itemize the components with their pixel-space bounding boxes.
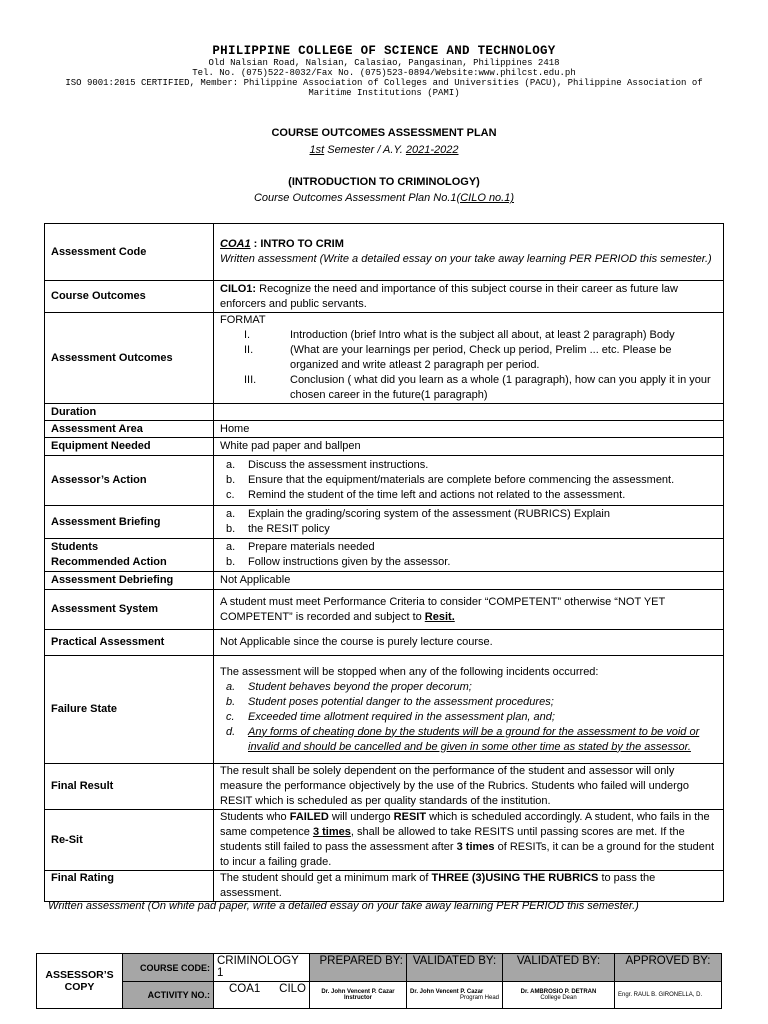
value-resit bbox=[214, 810, 724, 871]
list-marker: II. bbox=[244, 344, 254, 356]
list-marker: b. bbox=[226, 695, 236, 708]
list-marker: d. bbox=[226, 725, 236, 738]
prepared-name: Dr. John Vencent P. Cazar bbox=[321, 989, 395, 995]
course-title: (INTRODUCTION TO CRIMINOLOGY) bbox=[288, 176, 480, 188]
value-final-result: The result shall be solely dependent on the performance of the student and assessor will only measure the performance objectively by the use of the Rubrics. Students who failed will undergo RESIT which is scheduled as per quality standards of the institution. bbox=[214, 764, 724, 810]
label-final-result: Final Result bbox=[45, 764, 214, 810]
course-code-value: CRIMINOLOGY 1 bbox=[214, 954, 310, 982]
row-equipment bbox=[45, 438, 724, 456]
prepared-by-label: PREPARED BY: bbox=[310, 954, 407, 982]
row-failure-state bbox=[45, 656, 724, 764]
assessment-plan-table bbox=[44, 223, 724, 902]
list-text: Conclusion ( what did you learn as a whole (1 paragraph), how can you apply it in your chosen career in the future(1 paragraph) bbox=[290, 374, 711, 401]
academic-year: 2021-2022 bbox=[405, 144, 459, 156]
plan-title: COURSE OUTCOMES ASSESSMENT PLAN bbox=[271, 127, 497, 139]
validated-by-label-2: VALIDATED BY: bbox=[503, 954, 615, 982]
list-item bbox=[220, 458, 717, 473]
label-equipment: Equipment Needed bbox=[45, 438, 214, 456]
validated2-role: College Dean bbox=[540, 995, 577, 1001]
assessor-copy-box bbox=[36, 953, 722, 1009]
value-students-action bbox=[214, 539, 724, 572]
row-course-outcomes bbox=[45, 281, 724, 313]
value-assessment-outcomes bbox=[214, 313, 724, 404]
failure-list bbox=[220, 680, 717, 755]
briefing-list bbox=[220, 507, 717, 537]
school-name: PHILIPPINE COLLEGE OF SCIENCE AND TECHNOLOGY bbox=[212, 44, 556, 58]
semester-line bbox=[0, 144, 768, 156]
list-item bbox=[220, 710, 717, 725]
list-marker: b. bbox=[226, 523, 236, 535]
row-resit bbox=[45, 810, 724, 871]
validated1-role: Program Head bbox=[459, 995, 499, 1001]
prepared-role: Instructor bbox=[343, 995, 372, 1001]
assessment-code-title: : INTRO TO CRIM bbox=[250, 238, 344, 250]
assessors-action-list bbox=[220, 458, 717, 503]
value-assessors-action bbox=[214, 456, 724, 506]
row-assessment-area bbox=[45, 421, 724, 438]
value-assessment-area: Home bbox=[214, 421, 724, 438]
label-students-line2: Recommended Action bbox=[51, 556, 167, 568]
label-duration: Duration bbox=[45, 404, 214, 421]
list-text: Follow instructions given by the assessor. bbox=[248, 556, 451, 568]
list-marker: III. bbox=[244, 374, 257, 386]
final-rating-bold: THREE (3)USING THE RUBRICS bbox=[431, 872, 599, 884]
approved-signatory bbox=[615, 982, 722, 1009]
validated1-name: Dr. John Vencent P. Cazar bbox=[410, 989, 484, 995]
row-duration bbox=[45, 404, 724, 421]
resit-text-2: will undergo bbox=[328, 811, 394, 823]
format-heading: FORMAT bbox=[220, 314, 266, 326]
certification-line-2: Maritime Institutions (PAMI) bbox=[308, 88, 460, 98]
copy-row-2 bbox=[37, 982, 722, 1009]
list-text: Introduction (brief Intro what is the subject all about, at least 2 paragraph) Body bbox=[290, 329, 675, 341]
value-course-outcomes bbox=[214, 281, 724, 313]
list-item bbox=[220, 488, 717, 503]
list-item bbox=[220, 473, 717, 488]
course-code-label: COURSE CODE: bbox=[123, 954, 214, 982]
approved-by-label: APPROVED BY: bbox=[615, 954, 722, 982]
list-marker: a. bbox=[226, 508, 236, 520]
final-rating-text-2: to pass the assessment. bbox=[220, 872, 656, 899]
resit-link-text: Resit. bbox=[424, 610, 455, 623]
plan-number-cilo: (CILO no.1) bbox=[456, 192, 515, 204]
row-practical bbox=[45, 630, 724, 656]
resit-text-3: which is scheduled accordingly. A student, who fails in the same competence bbox=[220, 811, 710, 838]
prepared-signatory bbox=[310, 982, 407, 1009]
approved-name: Engr. RAUL B. GIRONELLA, D. bbox=[618, 992, 703, 998]
plan-number-prefix: Course Outcomes Assessment Plan No.1 bbox=[253, 192, 457, 204]
value-debriefing: Not Applicable bbox=[214, 572, 724, 590]
list-marker: b. bbox=[226, 474, 236, 486]
list-text: Any forms of cheating done by the students will be a ground for the assessment to be void or invalid and should be cancelled and be given in some other time as stated by the assessor. bbox=[248, 725, 700, 753]
value-final-rating bbox=[214, 871, 724, 902]
row-assessors-action bbox=[45, 456, 724, 506]
semester-mid: Semester / A.Y. bbox=[324, 144, 406, 156]
list-text: Remind the student of the time left and actions not related to the assessment. bbox=[248, 489, 626, 501]
list-text: Exceeded time allotment required in the assessment plan, and; bbox=[248, 710, 555, 723]
row-final-result bbox=[45, 764, 724, 810]
footer-note: Written assessment (On white pad paper, write a detailed essay on your take away learning PER PERIOD this semester.) bbox=[48, 900, 639, 912]
plan-number bbox=[0, 192, 768, 204]
label-course-outcomes: Course Outcomes bbox=[45, 281, 214, 313]
activity-value: COA1 bbox=[229, 983, 261, 995]
school-address: Old Nalsian Road, Nalsian, Calasiao, Pangasinan, Philippines 2418 bbox=[208, 58, 560, 68]
list-text: Explain the grading/scoring system of the assessment (RUBRICS) Explain bbox=[248, 508, 610, 520]
failure-intro: The assessment will be stopped when any of the following incidents occurred: bbox=[220, 665, 599, 678]
label-practical: Practical Assessment bbox=[45, 630, 214, 656]
activity-no-label: ACTIVITY NO.: bbox=[123, 982, 214, 1009]
list-marker: a. bbox=[226, 680, 236, 693]
label-failure-state: Failure State bbox=[45, 656, 214, 764]
label-assessment-system: Assessment System bbox=[45, 590, 214, 630]
value-briefing bbox=[214, 506, 724, 539]
value-failure-state bbox=[214, 656, 724, 764]
resit-text-1: Students who bbox=[220, 811, 290, 823]
cilo-text: Recognize the need and importance of this subject course in their career as future law enforcers and public servants. bbox=[220, 282, 678, 310]
resit-times-1: 3 times bbox=[312, 826, 351, 838]
assessment-system-text: A student must meet Performance Criteria to consider “COMPETENT” otherwise “NOT YET COMPETENT” is recorded and subject to bbox=[220, 595, 666, 623]
copy-row-1 bbox=[37, 954, 722, 982]
school-header bbox=[0, 44, 768, 98]
list-item bbox=[220, 507, 717, 522]
list-item bbox=[220, 680, 717, 695]
label-assessment-area: Assessment Area bbox=[45, 421, 214, 438]
list-marker: I. bbox=[244, 329, 251, 341]
label-debriefing: Assessment Debriefing bbox=[45, 572, 214, 590]
row-final-rating bbox=[45, 871, 724, 902]
students-action-list bbox=[220, 540, 717, 570]
list-text: (What are your learnings per period, Check up period, Prelim ... etc. Please be organized and write atleast 2 paragraph per period. bbox=[290, 344, 672, 371]
validated2-name: Dr. AMBROSIO P. DETRAN bbox=[520, 989, 597, 995]
label-assessment-code: Assessment Code bbox=[45, 224, 214, 281]
list-marker: b. bbox=[226, 556, 236, 568]
assessment-code-desc: Written assessment (Write a detailed essay on your take away learning PER PERIOD this semester.) bbox=[220, 253, 712, 265]
resit-times-2: 3 times bbox=[456, 841, 495, 853]
label-final-rating: Final Rating bbox=[45, 871, 214, 902]
validated1-signatory bbox=[407, 982, 503, 1009]
list-item bbox=[220, 343, 717, 373]
resit-text-4: , shall be allowed to take RESITS until passing scores are met. If the students still failed to pass the assessment after bbox=[220, 826, 685, 853]
list-text: Student poses potential danger to the assessment procedures; bbox=[248, 695, 554, 708]
list-item bbox=[220, 540, 717, 555]
list-item bbox=[220, 555, 717, 570]
resit-text-5: of RESITs, it can be a ground for the student to incur a failing grade. bbox=[220, 841, 715, 868]
list-text: Discuss the assessment instructions. bbox=[248, 459, 429, 471]
list-text: Student behaves beyond the proper decorum; bbox=[248, 680, 472, 693]
activity-cilo: CILO bbox=[279, 983, 306, 995]
value-assessment-system bbox=[214, 590, 724, 630]
resit-word: RESIT bbox=[393, 811, 427, 823]
list-text: the RESIT policy bbox=[248, 523, 330, 535]
list-marker: a. bbox=[226, 541, 236, 553]
value-equipment: White pad paper and ballpen bbox=[214, 438, 724, 456]
row-assessment-outcomes bbox=[45, 313, 724, 404]
label-students-line1: Students bbox=[51, 541, 99, 553]
activity-value-cell bbox=[214, 982, 310, 1009]
final-rating-text-1: The student should get a minimum mark of bbox=[220, 872, 432, 884]
list-marker: a. bbox=[226, 459, 236, 471]
label-assessment-outcomes: Assessment Outcomes bbox=[45, 313, 214, 404]
row-debriefing bbox=[45, 572, 724, 590]
label-resit: Re-Sit bbox=[45, 810, 214, 871]
value-assessment-code bbox=[214, 224, 724, 281]
semester-ordinal: 1st bbox=[309, 144, 325, 156]
row-assessment-system bbox=[45, 590, 724, 630]
assessment-code: COA1 bbox=[220, 238, 251, 250]
list-item bbox=[220, 725, 717, 755]
validated-by-label-1: VALIDATED BY: bbox=[407, 954, 503, 982]
list-text: Ensure that the equipment/materials are complete before commencing the assessment. bbox=[248, 474, 675, 486]
format-list bbox=[220, 328, 717, 403]
list-item bbox=[220, 373, 717, 403]
validated2-signatory bbox=[503, 982, 615, 1009]
list-marker: c. bbox=[226, 710, 235, 723]
school-contact: Tel. No. (075)522-8032/Fax No. (075)523-0894/Website:www.philcst.edu.ph bbox=[192, 68, 576, 78]
row-assessment-code bbox=[45, 224, 724, 281]
resit-failed: FAILED bbox=[289, 811, 329, 823]
value-duration bbox=[214, 404, 724, 421]
list-item bbox=[220, 522, 717, 537]
list-item bbox=[220, 695, 717, 710]
label-briefing: Assessment Briefing bbox=[45, 506, 214, 539]
list-text: Prepare materials needed bbox=[248, 541, 375, 553]
assessor-copy-label: ASSESSOR’S COPY bbox=[37, 954, 123, 1009]
row-briefing bbox=[45, 506, 724, 539]
value-practical: Not Applicable since the course is purely lecture course. bbox=[214, 630, 724, 656]
list-marker: c. bbox=[226, 489, 235, 501]
label-students-action bbox=[45, 539, 214, 572]
list-item bbox=[220, 328, 717, 343]
certification-line-1: ISO 9001:2015 CERTIFIED, Member: Philippine Association of Colleges and Universities (PACU), Philippine Association of bbox=[65, 78, 703, 88]
cilo-code: CILO1: bbox=[220, 282, 257, 295]
row-students-action bbox=[45, 539, 724, 572]
label-assessors-action: Assessor’s Action bbox=[45, 456, 214, 506]
